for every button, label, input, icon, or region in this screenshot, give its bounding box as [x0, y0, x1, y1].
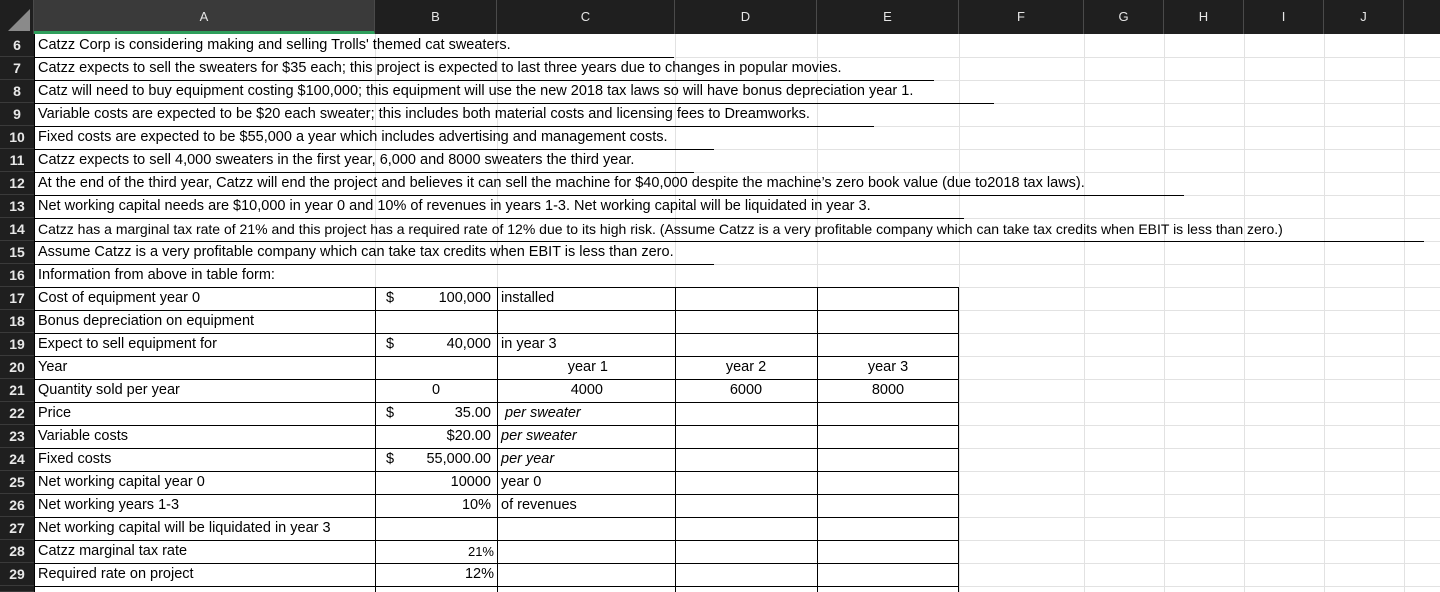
column-header-i[interactable]: I	[1244, 0, 1324, 34]
cell-b28[interactable]: 21%	[467, 544, 494, 559]
row-header-24[interactable]: 24	[0, 448, 34, 471]
row-header-8[interactable]: 8	[0, 80, 34, 103]
row-header-9[interactable]: 9	[0, 103, 34, 126]
cell-a15[interactable]: Assume Catzz is a very profitable company which can take tax credits when EBIT is less than zero.	[38, 244, 674, 260]
cell-a12[interactable]: At the end of the third year, Catzz will end the project and believes it can sell the machine for $40,000 despite the machine’s zero book value (due to2018 tax laws).	[38, 175, 1085, 191]
cell-a10[interactable]: Fixed costs are expected to be $55,000 a year which includes advertising and management costs.	[38, 129, 668, 145]
column-header-c[interactable]: C	[497, 0, 675, 34]
cell-c17[interactable]: installed	[501, 290, 555, 306]
cell-a23[interactable]: Variable costs	[38, 428, 128, 444]
row-header-25[interactable]: 25	[0, 471, 34, 494]
cell-a17[interactable]: Cost of equipment year 0	[38, 290, 201, 306]
row-header-12[interactable]: 12	[0, 172, 34, 195]
row-header-14[interactable]: 14	[0, 218, 34, 241]
row-header-20[interactable]: 20	[0, 356, 34, 379]
select-all-triangle-icon	[8, 9, 30, 31]
row-header-23[interactable]: 23	[0, 425, 34, 448]
currency-symbol-b17: $	[386, 290, 395, 306]
cell-a24[interactable]: Fixed costs	[38, 451, 112, 467]
cell-c21[interactable]: 4000	[570, 382, 603, 398]
cell-b24[interactable]: 55,000.00	[426, 451, 491, 467]
cell-a22[interactable]: Price	[38, 405, 72, 421]
cell-a19[interactable]: Expect to sell equipment for	[38, 336, 217, 352]
cell-c26[interactable]: of revenues	[501, 497, 577, 513]
border-line	[34, 402, 959, 403]
cell-b29[interactable]: 12%	[464, 566, 494, 582]
cell-c24[interactable]: per year	[501, 451, 555, 467]
row-header-6[interactable]: 6	[0, 34, 34, 57]
cell-d20[interactable]: year 2	[725, 359, 767, 375]
cell-a7[interactable]: Catzz expects to sell the sweaters for $35 each; this project is expected to last three years due to changes in popular movies.	[38, 60, 842, 76]
cell-b25[interactable]: 10000	[450, 474, 491, 490]
row-header-26[interactable]: 26	[0, 494, 34, 517]
column-header-a[interactable]: A	[34, 0, 375, 34]
column-header-f[interactable]: F	[959, 0, 1084, 34]
row-header-10[interactable]: 10	[0, 126, 34, 149]
currency-symbol-b22: $	[386, 405, 395, 421]
cell-b22[interactable]: 35.00	[454, 405, 491, 421]
cell-a6[interactable]: Catzz Corp is considering making and selling Trolls' themed cat sweaters.	[38, 37, 511, 53]
row-header-28[interactable]: 28	[0, 540, 34, 563]
cell-b21[interactable]: 0	[431, 382, 441, 398]
cell-a28[interactable]: Catzz marginal tax rate	[38, 543, 188, 559]
column-header-j[interactable]: J	[1324, 0, 1404, 34]
row-header-17[interactable]: 17	[0, 287, 34, 310]
cell-a27[interactable]: Net working capital will be liquidated in year 3	[38, 520, 331, 536]
cell-a18[interactable]: Bonus depreciation on equipment	[38, 313, 255, 329]
row-header-11[interactable]: 11	[0, 149, 34, 172]
cell-a26[interactable]: Net working years 1-3	[38, 497, 180, 513]
row-header-27[interactable]: 27	[0, 517, 34, 540]
cell-e20[interactable]: year 3	[867, 359, 909, 375]
row-header-13[interactable]: 13	[0, 195, 34, 218]
column-header-b[interactable]: B	[375, 0, 497, 34]
column-header-next[interactable]	[1404, 0, 1440, 34]
row-header-15[interactable]: 15	[0, 241, 34, 264]
cell-b26[interactable]: 10%	[461, 497, 491, 513]
cell-a29[interactable]: Required rate on project	[38, 566, 194, 582]
cell-c23[interactable]: per sweater	[501, 428, 577, 444]
cell-c25[interactable]: year 0	[501, 474, 542, 490]
cell-c19[interactable]: in year 3	[501, 336, 557, 352]
cell-a25[interactable]: Net working capital year 0	[38, 474, 205, 490]
border-line	[34, 425, 959, 426]
currency-symbol-b24: $	[386, 451, 395, 467]
select-all-corner[interactable]	[0, 0, 34, 34]
row-header-30[interactable]	[0, 586, 34, 592]
cell-a16[interactable]: Information from above in table form:	[38, 267, 275, 283]
row-header-19[interactable]: 19	[0, 333, 34, 356]
column-header-e[interactable]: E	[817, 0, 959, 34]
cell-a11[interactable]: Catzz expects to sell 4,000 sweaters in the first year, 6,000 and 8000 sweaters the third year.	[38, 152, 635, 168]
cell-b19[interactable]: 40,000	[446, 336, 491, 352]
row-header-21[interactable]: 21	[0, 379, 34, 402]
cell-a14[interactable]: Catzz has a marginal tax rate of 21% and this project has a required rate of 12% due to its high risk. (Assume Catzz is a very profitable company which can take tax credits when EBIT is less than zero.)	[38, 221, 1283, 237]
cell-a21[interactable]: Quantity sold per year	[38, 382, 180, 398]
cell-d21[interactable]: 6000	[729, 382, 763, 398]
cell-b17[interactable]: 100,000	[438, 290, 491, 306]
cell-c22[interactable]: per sweater	[505, 405, 581, 421]
column-header-h[interactable]: H	[1164, 0, 1244, 34]
cell-a20[interactable]: Year	[38, 359, 68, 375]
row-header-22[interactable]: 22	[0, 402, 34, 425]
cell-a9[interactable]: Variable costs are expected to be $20 each sweater; this includes both material costs and licensing fees to Dreamworks.	[38, 106, 810, 122]
cell-c20[interactable]: year 1	[567, 359, 608, 375]
column-header-d[interactable]: D	[675, 0, 817, 34]
border-line	[34, 34, 35, 592]
cell-a13[interactable]: Net working capital needs are $10,000 in year 0 and 10% of revenues in years 1-3. Net working capital will be liquidated in year 3.	[38, 198, 871, 214]
row-header-16[interactable]: 16	[0, 264, 34, 287]
row-header-18[interactable]: 18	[0, 310, 34, 333]
currency-symbol-b19: $	[386, 336, 395, 352]
row-header-7[interactable]: 7	[0, 57, 34, 80]
cell-a8[interactable]: Catz will need to buy equipment costing $100,000; this equipment will use the new 2018 tax laws so will have bonus depreciation year 1.	[38, 83, 914, 99]
row-header-29[interactable]: 29	[0, 563, 34, 586]
cell-e21[interactable]: 8000	[871, 382, 905, 398]
column-header-g[interactable]: G	[1084, 0, 1164, 34]
border-line	[34, 448, 959, 449]
cell-b23[interactable]: $20.00	[446, 428, 491, 444]
border-line	[34, 586, 959, 587]
